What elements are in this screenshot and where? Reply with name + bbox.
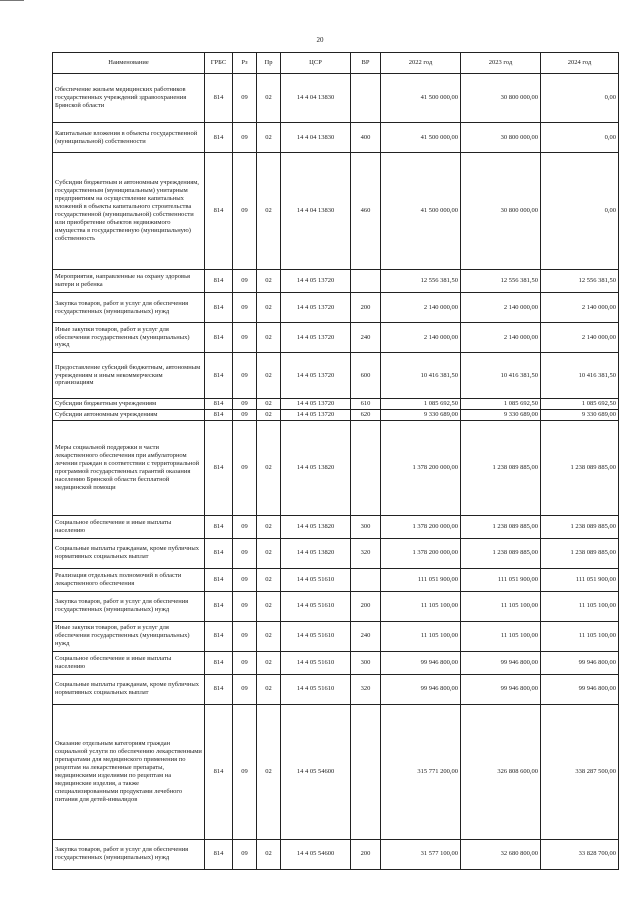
cell-csr: 14 4 04 13830	[281, 123, 351, 153]
cell-2023: 2 140 000,00	[461, 323, 541, 353]
cell-vr	[351, 420, 381, 515]
cell-csr: 14 4 05 51610	[281, 621, 351, 651]
cell-pr: 02	[257, 591, 281, 621]
cell-grbs: 814	[205, 399, 233, 410]
cell-2022: 11 105 100,00	[381, 621, 461, 651]
cell-2024: 9 330 689,00	[541, 409, 619, 420]
cell-grbs: 814	[205, 74, 233, 123]
cell-rz: 09	[233, 568, 257, 591]
cell-2022: 99 946 800,00	[381, 651, 461, 674]
cell-vr: 240	[351, 323, 381, 353]
cell-name: Реализация отдельных полномочий в области лекарственного обеспечения	[53, 568, 205, 591]
cell-vr: 620	[351, 409, 381, 420]
header-2023: 2023 год	[461, 53, 541, 74]
cell-vr	[351, 704, 381, 839]
table-row	[53, 153, 619, 270]
cell-pr: 02	[257, 674, 281, 704]
cell-vr: 320	[351, 674, 381, 704]
cell-csr: 14 4 05 54600	[281, 839, 351, 869]
cell-2024: 11 105 100,00	[541, 621, 619, 651]
cell-grbs: 814	[205, 323, 233, 353]
cell-2023: 30 800 000,00	[461, 153, 541, 270]
header-2024: 2024 год	[541, 53, 619, 74]
cell-grbs: 814	[205, 839, 233, 869]
table-header-row	[53, 53, 619, 74]
cell-2024: 1 085 692,50	[541, 399, 619, 410]
table-row	[53, 704, 619, 839]
cell-csr: 14 4 05 13720	[281, 323, 351, 353]
cell-pr: 02	[257, 353, 281, 399]
cell-vr: 600	[351, 353, 381, 399]
cell-rz: 09	[233, 123, 257, 153]
cell-vr	[351, 568, 381, 591]
cell-rz: 09	[233, 399, 257, 410]
cell-grbs: 814	[205, 674, 233, 704]
cell-vr: 300	[351, 651, 381, 674]
cell-name: Закупка товаров, работ и услуг для обеспечения государственных (муниципальных) нужд	[53, 839, 205, 869]
cell-2023: 99 946 800,00	[461, 651, 541, 674]
table-row	[53, 420, 619, 515]
header-csr: ЦСР	[281, 53, 351, 74]
table-row	[53, 409, 619, 420]
cell-2024: 2 140 000,00	[541, 293, 619, 323]
cell-vr	[351, 74, 381, 123]
cell-vr: 240	[351, 621, 381, 651]
table-row	[53, 323, 619, 353]
cell-pr: 02	[257, 651, 281, 674]
cell-pr: 02	[257, 399, 281, 410]
cell-rz: 09	[233, 323, 257, 353]
cell-pr: 02	[257, 123, 281, 153]
cell-name: Иные закупки товаров, работ и услуг для обеспечения государственных (муниципальных) нужд	[53, 621, 205, 651]
cell-2024: 338 287 500,00	[541, 704, 619, 839]
cell-2023: 30 800 000,00	[461, 123, 541, 153]
cell-grbs: 814	[205, 270, 233, 293]
cell-csr: 14 4 04 13830	[281, 74, 351, 123]
cell-vr: 200	[351, 839, 381, 869]
cell-vr: 200	[351, 591, 381, 621]
table-row	[53, 674, 619, 704]
cell-vr: 460	[351, 153, 381, 270]
cell-grbs: 814	[205, 704, 233, 839]
cell-2022: 315 771 200,00	[381, 704, 461, 839]
table-body	[53, 74, 619, 870]
cell-csr: 14 4 05 13720	[281, 293, 351, 323]
cell-pr: 02	[257, 621, 281, 651]
cell-vr: 300	[351, 515, 381, 538]
cell-name: Субсидии бюджетным учреждениям	[53, 399, 205, 410]
cell-grbs: 814	[205, 538, 233, 568]
cell-grbs: 814	[205, 353, 233, 399]
cell-name: Социальные выплаты гражданам, кроме публичных нормативных социальных выплат	[53, 674, 205, 704]
cell-pr: 02	[257, 420, 281, 515]
cell-name: Субсидии автономным учреждениям	[53, 409, 205, 420]
cell-rz: 09	[233, 293, 257, 323]
cell-rz: 09	[233, 651, 257, 674]
cell-2024: 99 946 800,00	[541, 651, 619, 674]
budget-table	[52, 52, 619, 870]
cell-csr: 14 4 05 13720	[281, 353, 351, 399]
header-vr: ВР	[351, 53, 381, 74]
cell-grbs: 814	[205, 153, 233, 270]
cell-rz: 09	[233, 74, 257, 123]
table-row	[53, 621, 619, 651]
cell-pr: 02	[257, 74, 281, 123]
cell-2023: 10 416 381,50	[461, 353, 541, 399]
cell-2023: 9 330 689,00	[461, 409, 541, 420]
cell-pr: 02	[257, 538, 281, 568]
table-row	[53, 399, 619, 410]
cell-2022: 99 946 800,00	[381, 674, 461, 704]
cell-csr: 14 4 05 13820	[281, 420, 351, 515]
table-row	[53, 839, 619, 869]
cell-csr: 14 4 04 13830	[281, 153, 351, 270]
cell-2024: 0,00	[541, 74, 619, 123]
cell-csr: 14 4 05 13820	[281, 515, 351, 538]
cell-name: Социальные выплаты гражданам, кроме публичных нормативных социальных выплат	[53, 538, 205, 568]
table-row	[53, 74, 619, 123]
cell-pr: 02	[257, 293, 281, 323]
cell-rz: 09	[233, 704, 257, 839]
scan-corner-mark	[0, 0, 24, 6]
cell-2022: 9 330 689,00	[381, 409, 461, 420]
cell-csr: 14 4 05 13820	[281, 538, 351, 568]
cell-2023: 1 238 089 885,00	[461, 515, 541, 538]
cell-grbs: 814	[205, 293, 233, 323]
cell-csr: 14 4 05 13720	[281, 270, 351, 293]
cell-2022: 12 556 381,50	[381, 270, 461, 293]
header-grbs: ГРБС	[205, 53, 233, 74]
cell-2023: 1 238 089 885,00	[461, 420, 541, 515]
cell-name: Социальное обеспечение и иные выплаты населению	[53, 515, 205, 538]
cell-rz: 09	[233, 839, 257, 869]
cell-2024: 1 238 089 885,00	[541, 538, 619, 568]
cell-grbs: 814	[205, 621, 233, 651]
table-row	[53, 123, 619, 153]
cell-vr: 320	[351, 538, 381, 568]
table-row	[53, 651, 619, 674]
cell-2022: 11 105 100,00	[381, 591, 461, 621]
cell-name: Мероприятия, направленные на охрану здоровья матери и ребенка	[53, 270, 205, 293]
cell-vr: 200	[351, 293, 381, 323]
cell-2022: 41 500 000,00	[381, 74, 461, 123]
cell-2024: 99 946 800,00	[541, 674, 619, 704]
table-row	[53, 515, 619, 538]
cell-name: Капитальные вложения в объекты государственной (муниципальной) собственности	[53, 123, 205, 153]
cell-2024: 111 051 900,00	[541, 568, 619, 591]
cell-rz: 09	[233, 591, 257, 621]
cell-pr: 02	[257, 409, 281, 420]
cell-name: Иные закупки товаров, работ и услуг для обеспечения государственных (муниципальных) нужд	[53, 323, 205, 353]
cell-rz: 09	[233, 409, 257, 420]
cell-2024: 10 416 381,50	[541, 353, 619, 399]
cell-pr: 02	[257, 704, 281, 839]
cell-pr: 02	[257, 153, 281, 270]
cell-2023: 2 140 000,00	[461, 293, 541, 323]
cell-name: Субсидии бюджетным и автономным учреждениям, государственным (муниципальным) унитарным предприятиям на осуществление капитальных вложений в объекты капитального строительства государственной (муниципальной) собственности или приобретение объектов недвижимого имущества в государственную (муниципальную) собственность	[53, 153, 205, 270]
page-number: 20	[316, 36, 324, 44]
cell-2023: 11 105 100,00	[461, 621, 541, 651]
table-row	[53, 270, 619, 293]
cell-csr: 14 4 05 51610	[281, 568, 351, 591]
cell-vr	[351, 270, 381, 293]
cell-2022: 1 378 200 000,00	[381, 420, 461, 515]
cell-name: Предоставление субсидий бюджетным, автономным учреждениям и иным некоммерческим организациям	[53, 353, 205, 399]
cell-grbs: 814	[205, 420, 233, 515]
cell-vr: 400	[351, 123, 381, 153]
cell-rz: 09	[233, 420, 257, 515]
table-row	[53, 568, 619, 591]
cell-2023: 30 800 000,00	[461, 74, 541, 123]
cell-2022: 1 378 200 000,00	[381, 515, 461, 538]
cell-2022: 2 140 000,00	[381, 323, 461, 353]
cell-2022: 111 051 900,00	[381, 568, 461, 591]
cell-csr: 14 4 05 51610	[281, 591, 351, 621]
cell-2024: 2 140 000,00	[541, 323, 619, 353]
cell-pr: 02	[257, 515, 281, 538]
cell-2024: 12 556 381,50	[541, 270, 619, 293]
cell-2024: 0,00	[541, 123, 619, 153]
cell-2022: 41 500 000,00	[381, 123, 461, 153]
cell-2022: 31 577 100,00	[381, 839, 461, 869]
cell-rz: 09	[233, 515, 257, 538]
cell-pr: 02	[257, 270, 281, 293]
cell-2024: 0,00	[541, 153, 619, 270]
cell-2024: 1 238 089 885,00	[541, 420, 619, 515]
header-name: Наименование	[53, 53, 205, 74]
cell-name: Меры социальной поддержки в части лекарственного обеспечения при амбулаторном лечении граждан в соответствии с территориальной программой государственных гарантий оказания населению Брянской области бесплатной медицинской помощи	[53, 420, 205, 515]
cell-2024: 1 238 089 885,00	[541, 515, 619, 538]
cell-rz: 09	[233, 621, 257, 651]
cell-grbs: 814	[205, 515, 233, 538]
cell-csr: 14 4 05 13720	[281, 399, 351, 410]
cell-rz: 09	[233, 153, 257, 270]
header-rz: Рз	[233, 53, 257, 74]
cell-pr: 02	[257, 568, 281, 591]
cell-grbs: 814	[205, 568, 233, 591]
cell-csr: 14 4 05 13720	[281, 409, 351, 420]
cell-2023: 111 051 900,00	[461, 568, 541, 591]
cell-2023: 326 808 600,00	[461, 704, 541, 839]
cell-2023: 1 238 089 885,00	[461, 538, 541, 568]
cell-2024: 11 105 100,00	[541, 591, 619, 621]
cell-2023: 12 556 381,50	[461, 270, 541, 293]
cell-name: Закупка товаров, работ и услуг для обеспечения государственных (муниципальных) нужд	[53, 591, 205, 621]
cell-2023: 32 680 800,00	[461, 839, 541, 869]
cell-2022: 2 140 000,00	[381, 293, 461, 323]
cell-csr: 14 4 05 54600	[281, 704, 351, 839]
cell-csr: 14 4 05 51610	[281, 674, 351, 704]
cell-2022: 1 085 692,50	[381, 399, 461, 410]
cell-csr: 14 4 05 51610	[281, 651, 351, 674]
cell-name: Обеспечение жильем медицинских работников государственных учреждений здравоохранения Брянской области	[53, 74, 205, 123]
cell-vr: 610	[351, 399, 381, 410]
cell-name: Социальное обеспечение и иные выплаты населению	[53, 651, 205, 674]
cell-2024: 33 828 700,00	[541, 839, 619, 869]
header-2022: 2022 год	[381, 53, 461, 74]
table-row	[53, 353, 619, 399]
table-row	[53, 538, 619, 568]
cell-name: Закупка товаров, работ и услуг для обеспечения государственных (муниципальных) нужд	[53, 293, 205, 323]
cell-2022: 41 500 000,00	[381, 153, 461, 270]
cell-grbs: 814	[205, 409, 233, 420]
cell-grbs: 814	[205, 651, 233, 674]
cell-pr: 02	[257, 839, 281, 869]
cell-name: Оказание отдельным категориям граждан социальной услуги по обеспечению лекарственными препаратами для медицинского применения по рецептам на лекарственные препараты, медицинскими изделиями по рецептам на медицинские изделия, а также специализированными продуктами лечебного питания для детей-инвалидов	[53, 704, 205, 839]
cell-grbs: 814	[205, 591, 233, 621]
header-pr: Пр	[257, 53, 281, 74]
cell-pr: 02	[257, 323, 281, 353]
cell-2022: 1 378 200 000,00	[381, 538, 461, 568]
cell-2023: 1 085 692,50	[461, 399, 541, 410]
cell-2022: 10 416 381,50	[381, 353, 461, 399]
cell-rz: 09	[233, 270, 257, 293]
table-row	[53, 293, 619, 323]
cell-2023: 99 946 800,00	[461, 674, 541, 704]
cell-rz: 09	[233, 674, 257, 704]
cell-grbs: 814	[205, 123, 233, 153]
table-row	[53, 591, 619, 621]
cell-rz: 09	[233, 538, 257, 568]
cell-2023: 11 105 100,00	[461, 591, 541, 621]
cell-rz: 09	[233, 353, 257, 399]
